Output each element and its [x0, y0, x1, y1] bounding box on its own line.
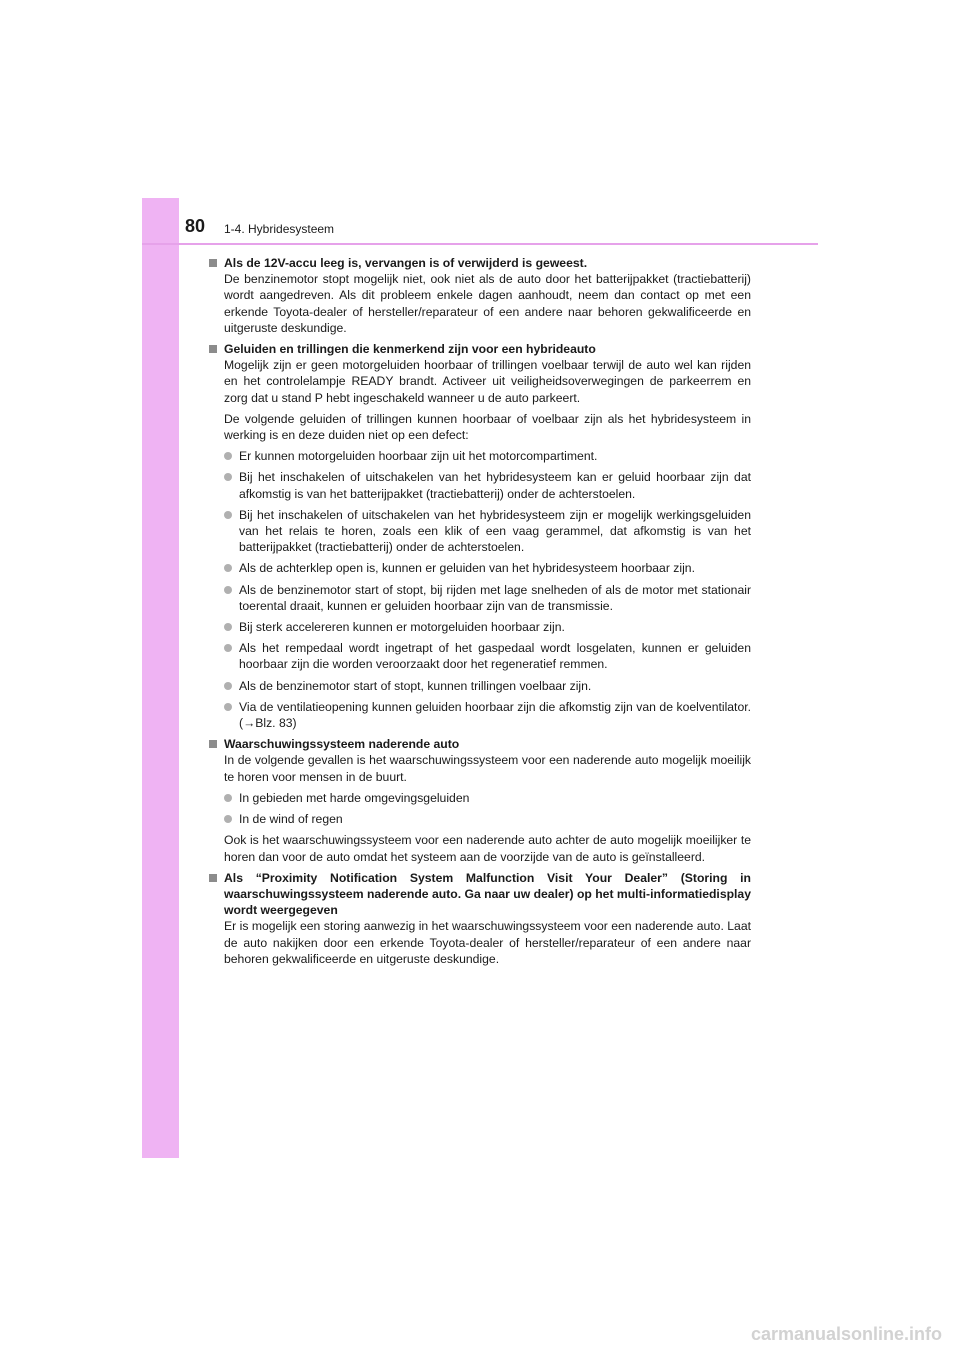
square-bullet-icon: [209, 345, 217, 353]
section-hybrid-sounds: [209, 341, 751, 731]
list-item: Bij sterk accelereren kunnen er motorgeluiden hoorbaar zijn.: [224, 619, 751, 635]
list-item: Als de benzinemotor start of stopt, bij rijden met lage snelheden of als de motor met stationair toerental draait, kunnen er geluiden hoorbaar zijn van de transmissie.: [224, 582, 751, 614]
list-item: In gebieden met harde omgevingsgeluiden: [224, 790, 751, 806]
page-reference-link[interactable]: Blz. 83): [255, 716, 297, 731]
header-divider: [142, 243, 818, 245]
list-item: Als de achterklep open is, kunnen er geluiden van het hybridesysteem hoorbaar zijn.: [224, 560, 751, 576]
section-heading: Geluiden en trillingen die kenmerkend zijn voor een hybrideauto: [224, 342, 596, 357]
list-item: In de wind of regen: [224, 811, 751, 827]
round-bullet-icon: [224, 511, 232, 519]
section-heading: Waarschuwingssysteem naderende auto: [224, 737, 460, 752]
round-bullet-icon: [224, 794, 232, 802]
round-bullet-icon: [224, 623, 232, 631]
round-bullet-icon: [224, 815, 232, 823]
section-12v-battery: [209, 255, 751, 336]
page-number: 80: [185, 216, 206, 236]
section-malfunction-message: [209, 870, 751, 967]
square-bullet-icon: [209, 874, 217, 882]
section-paragraph: Ook is het waarschuwingssysteem voor een naderende auto achter de auto mogelijk moeilijker te horen dan voor de auto omdat het systeem aan de voorzijde van de auto is geïnstalleerd.: [224, 833, 751, 864]
list-item: Bij het inschakelen of uitschakelen van het hybridesysteem kan er geluid hoorbaar zijn dat afkomstig is van het batterijpakket (tractiebatterij) onder de achterstoelen.: [224, 469, 751, 501]
section-paragraph: De volgende geluiden of trillingen kunnen hoorbaar of voelbaar zijn als het hybridesysteem in werking is en deze duiden niet op een defect:: [224, 411, 751, 443]
list-item: Via de ventilatieopening kunnen geluiden hoorbaar zijn die afkomstig zijn van de koelventilator. (→Blz. 83): [224, 699, 751, 731]
section-paragraph: Mogelijk zijn er geen motorgeluiden hoorbaar of trillingen voelbaar terwijl de auto wel kan rijden en het controlelampje READY brandt. Activeer uit veiligheidsoverwegingen de parkeerrem en zorg dat u stand P hebt ingeschakeld wanneer u de auto parkeert.: [224, 358, 751, 405]
section-heading: Als de 12V-accu leeg is, vervangen is of verwijderd is geweest.: [224, 256, 588, 270]
round-bullet-icon: [224, 473, 232, 481]
square-bullet-icon: [209, 259, 217, 267]
chapter-title: 1-4. Hybridesysteem: [224, 222, 335, 236]
round-bullet-icon: [224, 644, 232, 652]
section-paragraph: In de volgende gevallen is het waarschuwingssysteem voor een naderende auto mogelijk moeilijk te horen voor mensen in de buurt.: [224, 753, 751, 784]
list-item: Bij het inschakelen of uitschakelen van het hybridesysteem zijn er mogelijk werkingsgeluiden van het relais te horen, zoals een klik of een vaag gerammel, dat afkomstig is van het batterijpakket (tractiebatterij) onder de achterstoelen.: [224, 507, 751, 556]
arrow-icon: →: [243, 716, 256, 731]
section-paragraph: De benzinemotor stopt mogelijk niet, ook niet als de auto door het batterijpakket (tractiebatterij) wordt aangedreven. Als dit probleem enkele dagen aanhoudt, neem dan contact op met een erkende Toyota-dealer of hersteller/reparateur of een andere naar behoren gekwalificeerde en uitgeruste deskundige.: [224, 272, 751, 335]
round-bullet-icon: [224, 703, 232, 711]
section-proximity-warning: [209, 736, 751, 864]
round-bullet-icon: [224, 682, 232, 690]
list-item: Als het rempedaal wordt ingetrapt of het gaspedaal wordt losgelaten, kunnen er geluiden hoorbaar zijn die worden veroorzaakt door het regeneratief remmen.: [224, 640, 751, 672]
chapter-tab-bar: [142, 198, 179, 1158]
square-bullet-icon: [209, 740, 217, 748]
list-item: Er kunnen motorgeluiden hoorbaar zijn uit het motorcompartiment.: [224, 448, 751, 464]
section-paragraph: Er is mogelijk een storing aanwezig in het waarschuwingssysteem voor een naderende auto. Laat de auto nakijken door een erkende Toyota-dealer of hersteller/reparateur of een andere naar behoren gekwalificeerde en uitgeruste deskundige.: [224, 919, 751, 966]
section-heading: Als “Proximity Notification System Malfunction Visit Your Dealer” (Storing in waarschuwingssysteem naderende auto. Ga naar uw dealer) op het multi-informatiedisplay wordt weergegeven: [224, 870, 751, 918]
round-bullet-icon: [224, 564, 232, 572]
round-bullet-icon: [224, 452, 232, 460]
watermark: carmanualsonline.info: [750, 1324, 942, 1344]
list-item: Als de benzinemotor start of stopt, kunnen trillingen voelbaar zijn.: [224, 678, 751, 694]
page-content: [209, 255, 751, 972]
round-bullet-icon: [224, 586, 232, 594]
